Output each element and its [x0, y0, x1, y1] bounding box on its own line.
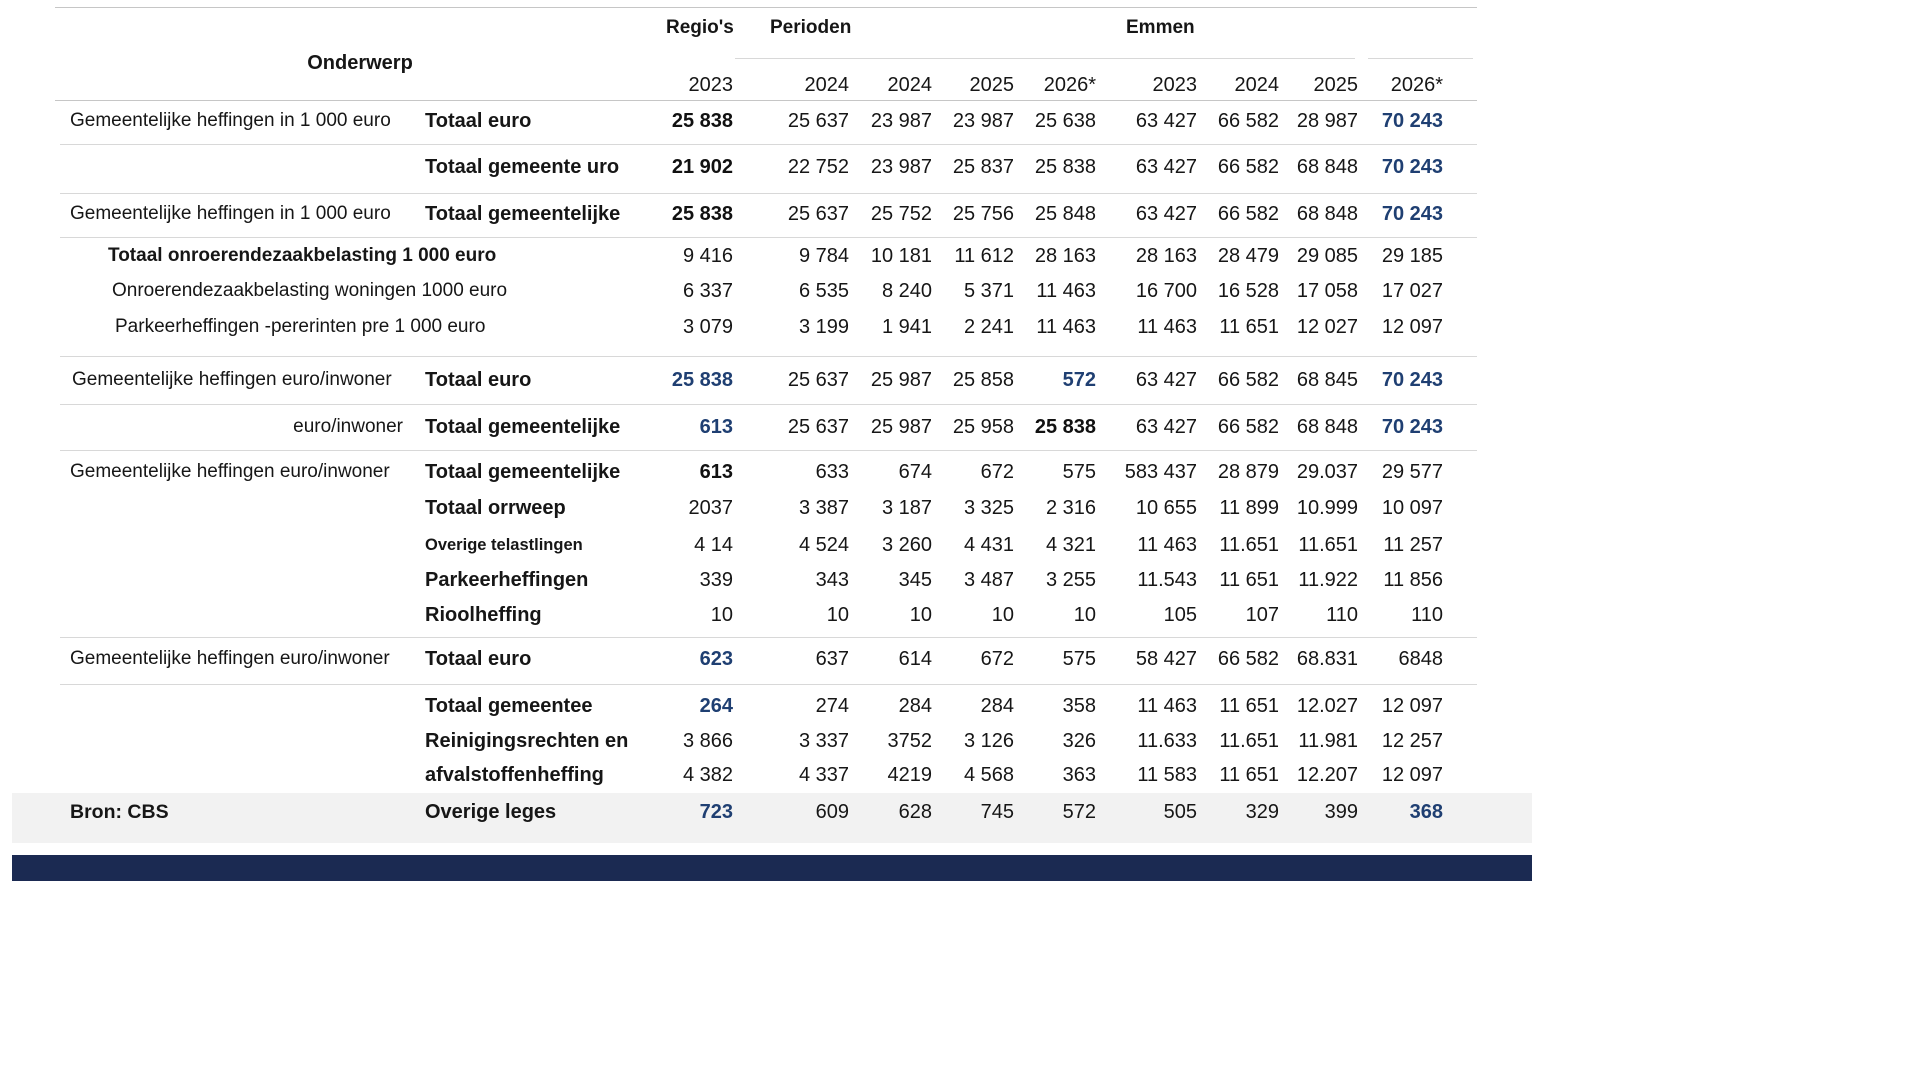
table-row: [0, 493, 1920, 523]
row-topic-label: Totaal onroerendezaakbelasting 1 000 euro: [108, 245, 497, 266]
cell-value: 3 199: [798, 316, 849, 338]
cell-value: 10: [1073, 604, 1096, 626]
cell-value: 4 14: [694, 534, 733, 556]
cell-value: 4 568: [963, 764, 1014, 786]
cell-value: 70 243: [1381, 203, 1443, 225]
cell-value: 3 387: [798, 497, 849, 519]
row-divider: [55, 100, 1477, 101]
cell-value: 11.651: [1219, 730, 1279, 752]
cell-value: 11.922: [1298, 569, 1358, 591]
row-topic-label: Gemeentelijke heffingen euro/inwoner: [70, 648, 390, 669]
table-row: [0, 106, 1920, 136]
cell-value: 284: [980, 695, 1014, 717]
cell-value: 399: [1324, 801, 1358, 823]
cell-value: 63 427: [1135, 416, 1197, 438]
cell-value: 23 987: [870, 110, 932, 132]
cell-value: 5 371: [963, 280, 1014, 302]
cell-value: 25 637: [787, 416, 849, 438]
cell-value: 11 899: [1219, 497, 1279, 519]
row-topic-label: Gemeentelijke heffingen in 1 000 euro: [70, 110, 391, 131]
row-divider: [60, 237, 1477, 238]
cell-value: 68 848: [1296, 156, 1358, 178]
cell-value: 12 097: [1381, 764, 1443, 786]
cell-value: 4219: [887, 764, 932, 786]
cell-value: 17 058: [1296, 280, 1358, 302]
dimension-group-label: Regio's: [666, 17, 734, 38]
year-column-header: 2024: [804, 74, 849, 96]
row-divider: [735, 58, 1355, 59]
cell-value: 613: [699, 416, 733, 438]
row-subtopic-label: Totaal gemeentelijke: [425, 461, 621, 483]
cell-value: 3 255: [1045, 569, 1096, 591]
cell-value: 10 097: [1381, 497, 1443, 519]
cell-value: 274: [815, 695, 849, 717]
cell-value: 583 437: [1124, 461, 1197, 483]
cell-value: 63 427: [1135, 369, 1197, 391]
table-row: [0, 199, 1920, 229]
cell-value: 4 337: [798, 764, 849, 786]
cell-value: 25 637: [787, 110, 849, 132]
cell-value: 66 582: [1217, 369, 1279, 391]
cell-value: 11 583: [1137, 764, 1197, 786]
cell-value: 25 837: [952, 156, 1014, 178]
cell-value: 674: [898, 461, 932, 483]
row-subtopic-label: Totaal orrweep: [425, 497, 566, 519]
cell-value: 68.831: [1296, 648, 1358, 670]
cell-value: 12 097: [1381, 695, 1443, 717]
year-column-header: 2025: [1313, 74, 1358, 96]
cell-value: 572: [1062, 369, 1096, 391]
cell-value: 23 987: [952, 110, 1014, 132]
table-row: [0, 644, 1920, 674]
row-topic-label: Gemeentelijke heffingen euro/inwoner: [72, 369, 392, 390]
row-topic-label: Onroerendezaakbelasting woningen 1000 euro: [112, 280, 508, 301]
cell-value: 12 027: [1296, 316, 1358, 338]
cell-value: 12 097: [1381, 316, 1443, 338]
table-row: [0, 457, 1920, 487]
cell-value: 10: [826, 604, 849, 626]
cell-value: 3 487: [963, 569, 1014, 591]
cell-value: 58 427: [1135, 648, 1197, 670]
cell-value: 17 027: [1381, 280, 1443, 302]
cell-value: 3 325: [963, 497, 1014, 519]
cell-value: 66 582: [1217, 110, 1279, 132]
cell-value: 70 243: [1381, 416, 1443, 438]
row-divider: [60, 637, 1477, 638]
cell-value: 68 848: [1296, 416, 1358, 438]
cell-value: 25 638: [1034, 110, 1096, 132]
cell-value: 11 463: [1137, 695, 1197, 717]
cell-value: 2 241: [963, 316, 1014, 338]
cell-value: 70 243: [1381, 369, 1443, 391]
cell-value: 25 752: [870, 203, 932, 225]
table-row: [0, 312, 1920, 342]
cell-value: 70 243: [1381, 156, 1443, 178]
table-row: [0, 565, 1920, 595]
table-row: [0, 760, 1920, 790]
cell-value: 105: [1163, 604, 1197, 626]
cell-value: 284: [898, 695, 932, 717]
bottom-accent-bar: [12, 855, 1532, 881]
cell-value: 10.999: [1296, 497, 1358, 519]
cell-value: 9 416: [682, 245, 733, 267]
table-row: [0, 365, 1920, 395]
cell-value: 368: [1409, 801, 1443, 823]
cell-value: 25 838: [671, 369, 733, 391]
cell-value: 2037: [688, 497, 733, 519]
table-row: [0, 241, 1920, 271]
cell-value: 572: [1062, 801, 1096, 823]
cell-value: 28 163: [1034, 245, 1096, 267]
cell-value: 11.543: [1137, 569, 1197, 591]
cell-value: 11 463: [1036, 316, 1096, 338]
row-subtopic-label: Totaal gemeente uro: [425, 156, 620, 178]
cell-value: 25 838: [1034, 416, 1096, 438]
cell-value: 11 463: [1137, 534, 1197, 556]
cell-value: 4 431: [963, 534, 1014, 556]
cell-value: 25 637: [787, 369, 849, 391]
cell-value: 66 582: [1217, 156, 1279, 178]
cell-value: 25 848: [1034, 203, 1096, 225]
row-subtopic-label: Totaal euro: [425, 110, 532, 132]
cell-value: 3 079: [682, 316, 733, 338]
cell-value: 575: [1062, 648, 1096, 670]
cell-value: 22 752: [787, 156, 849, 178]
row-divider: [55, 7, 1477, 8]
row-subtopic-label: Totaal gemeentee: [425, 695, 593, 717]
cell-value: 68 845: [1296, 369, 1358, 391]
cell-value: 28 879: [1217, 461, 1279, 483]
cell-value: 29 185: [1381, 245, 1443, 267]
cell-value: 29.037: [1296, 461, 1358, 483]
row-subtopic-label: Overige leges: [425, 801, 557, 823]
cell-value: 16 700: [1135, 280, 1197, 302]
cell-value: 23 987: [870, 156, 932, 178]
table-row: [0, 152, 1920, 182]
cell-value: 12 257: [1381, 730, 1443, 752]
cell-value: 25 838: [1034, 156, 1096, 178]
cell-value: 613: [699, 461, 733, 483]
cell-value: 6848: [1398, 648, 1443, 670]
cell-value: 68 848: [1296, 203, 1358, 225]
cell-value: 3 126: [963, 730, 1014, 752]
year-column-header: 2026*: [1043, 74, 1096, 96]
cell-value: 4 321: [1045, 534, 1096, 556]
cell-value: 614: [898, 648, 932, 670]
cell-value: 6 535: [798, 280, 849, 302]
row-topic-label: Gemeentelijke heffingen euro/inwoner: [70, 461, 390, 482]
cell-value: 326: [1062, 730, 1096, 752]
cell-value: 6 337: [682, 280, 733, 302]
cell-value: 70 243: [1381, 110, 1443, 132]
cell-value: 633: [815, 461, 849, 483]
cell-value: 63 427: [1135, 203, 1197, 225]
cell-value: 3752: [887, 730, 932, 752]
table-row: [0, 530, 1920, 560]
cell-value: 672: [980, 648, 1014, 670]
cell-value: 1 941: [881, 316, 932, 338]
cell-value: 358: [1062, 695, 1096, 717]
row-subtopic-label: afvalstoffenheffing: [425, 764, 604, 786]
row-topic-label: euro/inwoner: [293, 416, 403, 437]
table-row: [0, 691, 1920, 721]
table-row: [0, 797, 1920, 827]
cell-value: 11 651: [1219, 569, 1279, 591]
cell-value: 25 958: [952, 416, 1014, 438]
cell-value: 9 784: [798, 245, 849, 267]
cell-value: 11 651: [1219, 316, 1279, 338]
row-subtopic-label: Reinigingsrechten en: [425, 730, 629, 752]
cell-value: 66 582: [1217, 648, 1279, 670]
cell-value: 575: [1062, 461, 1096, 483]
year-column-header: 2025: [969, 74, 1014, 96]
table-row: [0, 600, 1920, 630]
year-column-header: 2024: [887, 74, 932, 96]
cell-value: 63 427: [1135, 110, 1197, 132]
cell-value: 2 316: [1045, 497, 1096, 519]
row-divider: [60, 144, 1477, 145]
table-row: [0, 726, 1920, 756]
row-divider: [60, 404, 1477, 405]
cell-value: 25 838: [671, 203, 733, 225]
row-divider: [60, 684, 1477, 685]
cell-value: 10: [991, 604, 1014, 626]
year-column-header: 2026*: [1390, 74, 1443, 96]
cell-value: 723: [699, 801, 733, 823]
row-subtopic-label: Totaal euro: [425, 648, 532, 670]
cell-value: 11 257: [1383, 534, 1443, 556]
row-divider: [60, 193, 1477, 194]
row-subtopic-label: Totaal gemeentelijke: [425, 203, 621, 225]
cell-value: 11.651: [1219, 534, 1279, 556]
cell-value: 345: [898, 569, 932, 591]
cell-value: 107: [1245, 604, 1279, 626]
cell-value: 628: [898, 801, 932, 823]
cell-value: 11.981: [1298, 730, 1358, 752]
cell-value: 25 756: [952, 203, 1014, 225]
cell-value: 66 582: [1217, 203, 1279, 225]
cell-value: 4 382: [682, 764, 733, 786]
cell-value: 25 637: [787, 203, 849, 225]
cell-value: 11 612: [954, 245, 1014, 267]
cell-value: 11 463: [1137, 316, 1197, 338]
dimension-group-label: Perioden: [770, 17, 852, 38]
cell-value: 11 651: [1219, 764, 1279, 786]
year-column-header: 2023: [1152, 74, 1197, 96]
cell-value: 29 085: [1296, 245, 1358, 267]
source-note: Bron: CBS: [70, 801, 169, 823]
row-divider: [60, 450, 1477, 451]
cell-value: 343: [815, 569, 849, 591]
dimension-group-label: Emmen: [1126, 17, 1195, 38]
row-topic-label: Gemeentelijke heffingen in 1 000 euro: [70, 203, 391, 224]
table-row: [0, 276, 1920, 306]
year-column-header: 2023: [688, 74, 733, 96]
cell-value: 110: [1411, 604, 1443, 626]
row-subtopic-label: Parkeerheffingen: [425, 569, 589, 591]
cell-value: 28 163: [1135, 245, 1197, 267]
cell-value: 505: [1163, 801, 1197, 823]
cell-value: 329: [1245, 801, 1279, 823]
cell-value: 10: [710, 604, 733, 626]
cell-value: 21 902: [671, 156, 733, 178]
cell-value: 28 479: [1217, 245, 1279, 267]
cell-value: 28 987: [1296, 110, 1358, 132]
cell-value: 3 260: [881, 534, 932, 556]
row-subtopic-label: Totaal euro: [425, 369, 532, 391]
cell-value: 25 858: [952, 369, 1014, 391]
cell-value: 3 866: [682, 730, 733, 752]
cell-value: 4 524: [798, 534, 849, 556]
cell-value: 10 181: [870, 245, 932, 267]
cell-value: 10 655: [1135, 497, 1197, 519]
column-header-onderwerp: Onderwerp: [307, 52, 413, 74]
cell-value: 11 463: [1036, 280, 1096, 302]
cell-value: 3 187: [881, 497, 932, 519]
cell-value: 11.651: [1298, 534, 1358, 556]
cell-value: 11.633: [1137, 730, 1197, 752]
cell-value: 16 528: [1217, 280, 1279, 302]
cell-value: 637: [815, 648, 849, 670]
cell-value: 25 987: [870, 369, 932, 391]
year-column-header: 2024: [1234, 74, 1279, 96]
cell-value: 25 987: [870, 416, 932, 438]
cell-value: 339: [699, 569, 733, 591]
cell-value: 11 856: [1383, 569, 1443, 591]
row-subtopic-label: Overige telastlingen: [425, 536, 583, 554]
cell-value: 11 651: [1219, 695, 1279, 717]
row-subtopic-label: Rioolheffing: [425, 604, 542, 626]
table-row: [0, 412, 1920, 442]
row-topic-label: Parkeerheffingen -pererinten pre 1 000 euro: [115, 316, 486, 337]
row-subtopic-label: Totaal gemeentelijke: [425, 416, 621, 438]
cell-value: 63 427: [1135, 156, 1197, 178]
row-divider: [1368, 58, 1473, 59]
cell-value: 25 838: [671, 110, 733, 132]
cell-value: 363: [1062, 764, 1096, 786]
cell-value: 623: [699, 648, 733, 670]
cell-value: 29 577: [1381, 461, 1443, 483]
cell-value: 12.027: [1296, 695, 1358, 717]
cell-value: 8 240: [881, 280, 932, 302]
cell-value: 66 582: [1217, 416, 1279, 438]
cell-value: 10: [909, 604, 932, 626]
cell-value: 12.207: [1296, 764, 1358, 786]
cell-value: 264: [699, 695, 733, 717]
cell-value: 672: [980, 461, 1014, 483]
cell-value: 110: [1326, 604, 1358, 626]
cell-value: 609: [815, 801, 849, 823]
row-divider: [60, 356, 1477, 357]
cell-value: 745: [980, 801, 1014, 823]
cell-value: 3 337: [798, 730, 849, 752]
